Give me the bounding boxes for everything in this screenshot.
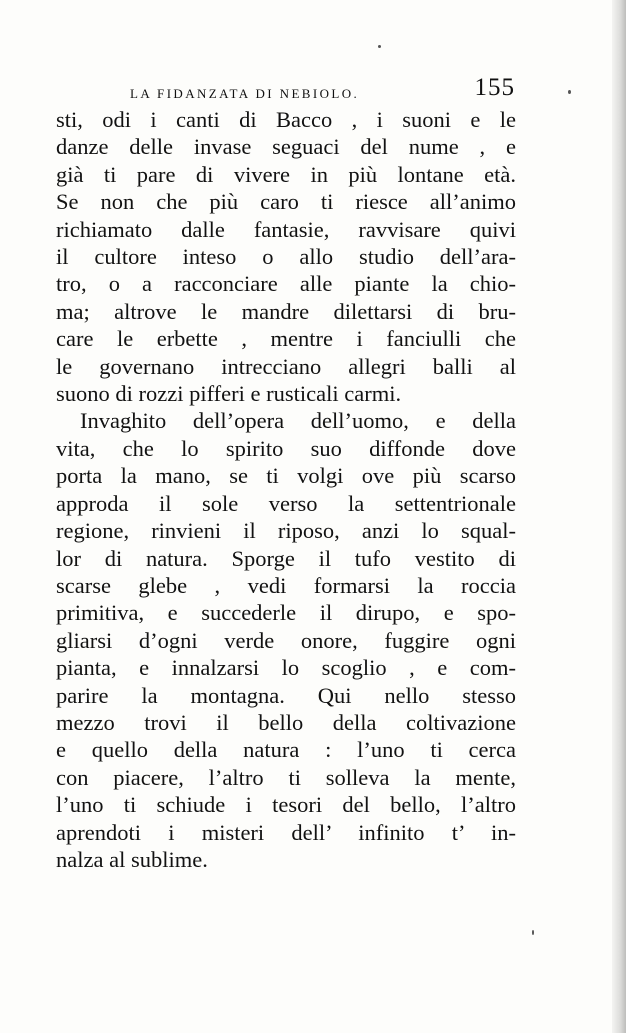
ink-speck	[378, 45, 381, 48]
text-line: lor di natura. Sporge il tufo vestito di	[56, 545, 516, 571]
text-line: l’uno ti schiude i tesori del bello, l’altro	[56, 792, 516, 818]
text-line: regione, rinvieni il riposo, anzi lo squal-	[56, 518, 516, 544]
text-line: danze delle invase seguaci del nume , e	[56, 134, 516, 160]
running-header	[130, 74, 515, 104]
text-line: ma; altrove le mandre dilettarsi di bru-	[56, 298, 516, 324]
paragraph-start-line: Invaghito dell’opera dell’uomo, e della	[80, 408, 516, 434]
text-line: pianta, e innalzarsi lo scoglio , e com-	[56, 655, 516, 681]
text-line: richiamato dalle fantasie, ravvisare quivi	[56, 216, 516, 242]
text-line: già ti pare di vivere in più lontane età.	[56, 161, 516, 187]
text-line: gliarsi d’ogni verde onore, fuggire ogni	[56, 627, 516, 653]
text-line: porta la mano, se ti volgi ove più scarso	[56, 463, 516, 489]
ink-speck	[532, 930, 534, 935]
body-text	[56, 106, 516, 873]
ink-speck	[568, 90, 571, 94]
page-edge-shadow	[612, 0, 626, 1033]
text-line: Se non che più caro ti riesce all’animo	[56, 189, 516, 215]
text-line: primitiva, e succederle il dirupo, e spo-	[56, 600, 516, 626]
text-line: suono di rozzi pifferi e rusticali carmi.	[56, 381, 402, 407]
text-line: care le erbette , mentre i fanciulli che	[56, 326, 516, 352]
text-line: con piacere, l’altro ti solleva la mente,	[56, 764, 516, 790]
text-line: mezzo trovi il bello della coltivazione	[56, 709, 516, 735]
text-line: approda il sole verso la settentrionale	[56, 490, 516, 516]
text-line: aprendoti i misteri dell’ infinito t’ in-	[56, 819, 516, 845]
text-line: nalza al sublime.	[56, 846, 208, 872]
text-line: vita, che lo spirito suo diffonde dove	[56, 435, 516, 461]
page-number: 155	[474, 74, 515, 101]
text-line: il cultore inteso o allo studio dell’ara-	[56, 244, 516, 270]
text-line: e quello della natura : l’uno ti cerca	[56, 737, 516, 763]
running-title: LA FIDANZATA DI NEBIOLO.	[130, 86, 360, 101]
text-line: le governano intrecciano allegri balli al	[56, 353, 516, 379]
text-line: sti, odi i canti di Bacco , i suoni e le	[56, 107, 516, 132]
text-line: tro, o a racconciare alle piante la chio-	[56, 271, 516, 297]
text-line: scarse glebe , vedi formarsi la roccia	[56, 572, 516, 598]
text-line: parire la montagna. Qui nello stesso	[56, 682, 516, 708]
